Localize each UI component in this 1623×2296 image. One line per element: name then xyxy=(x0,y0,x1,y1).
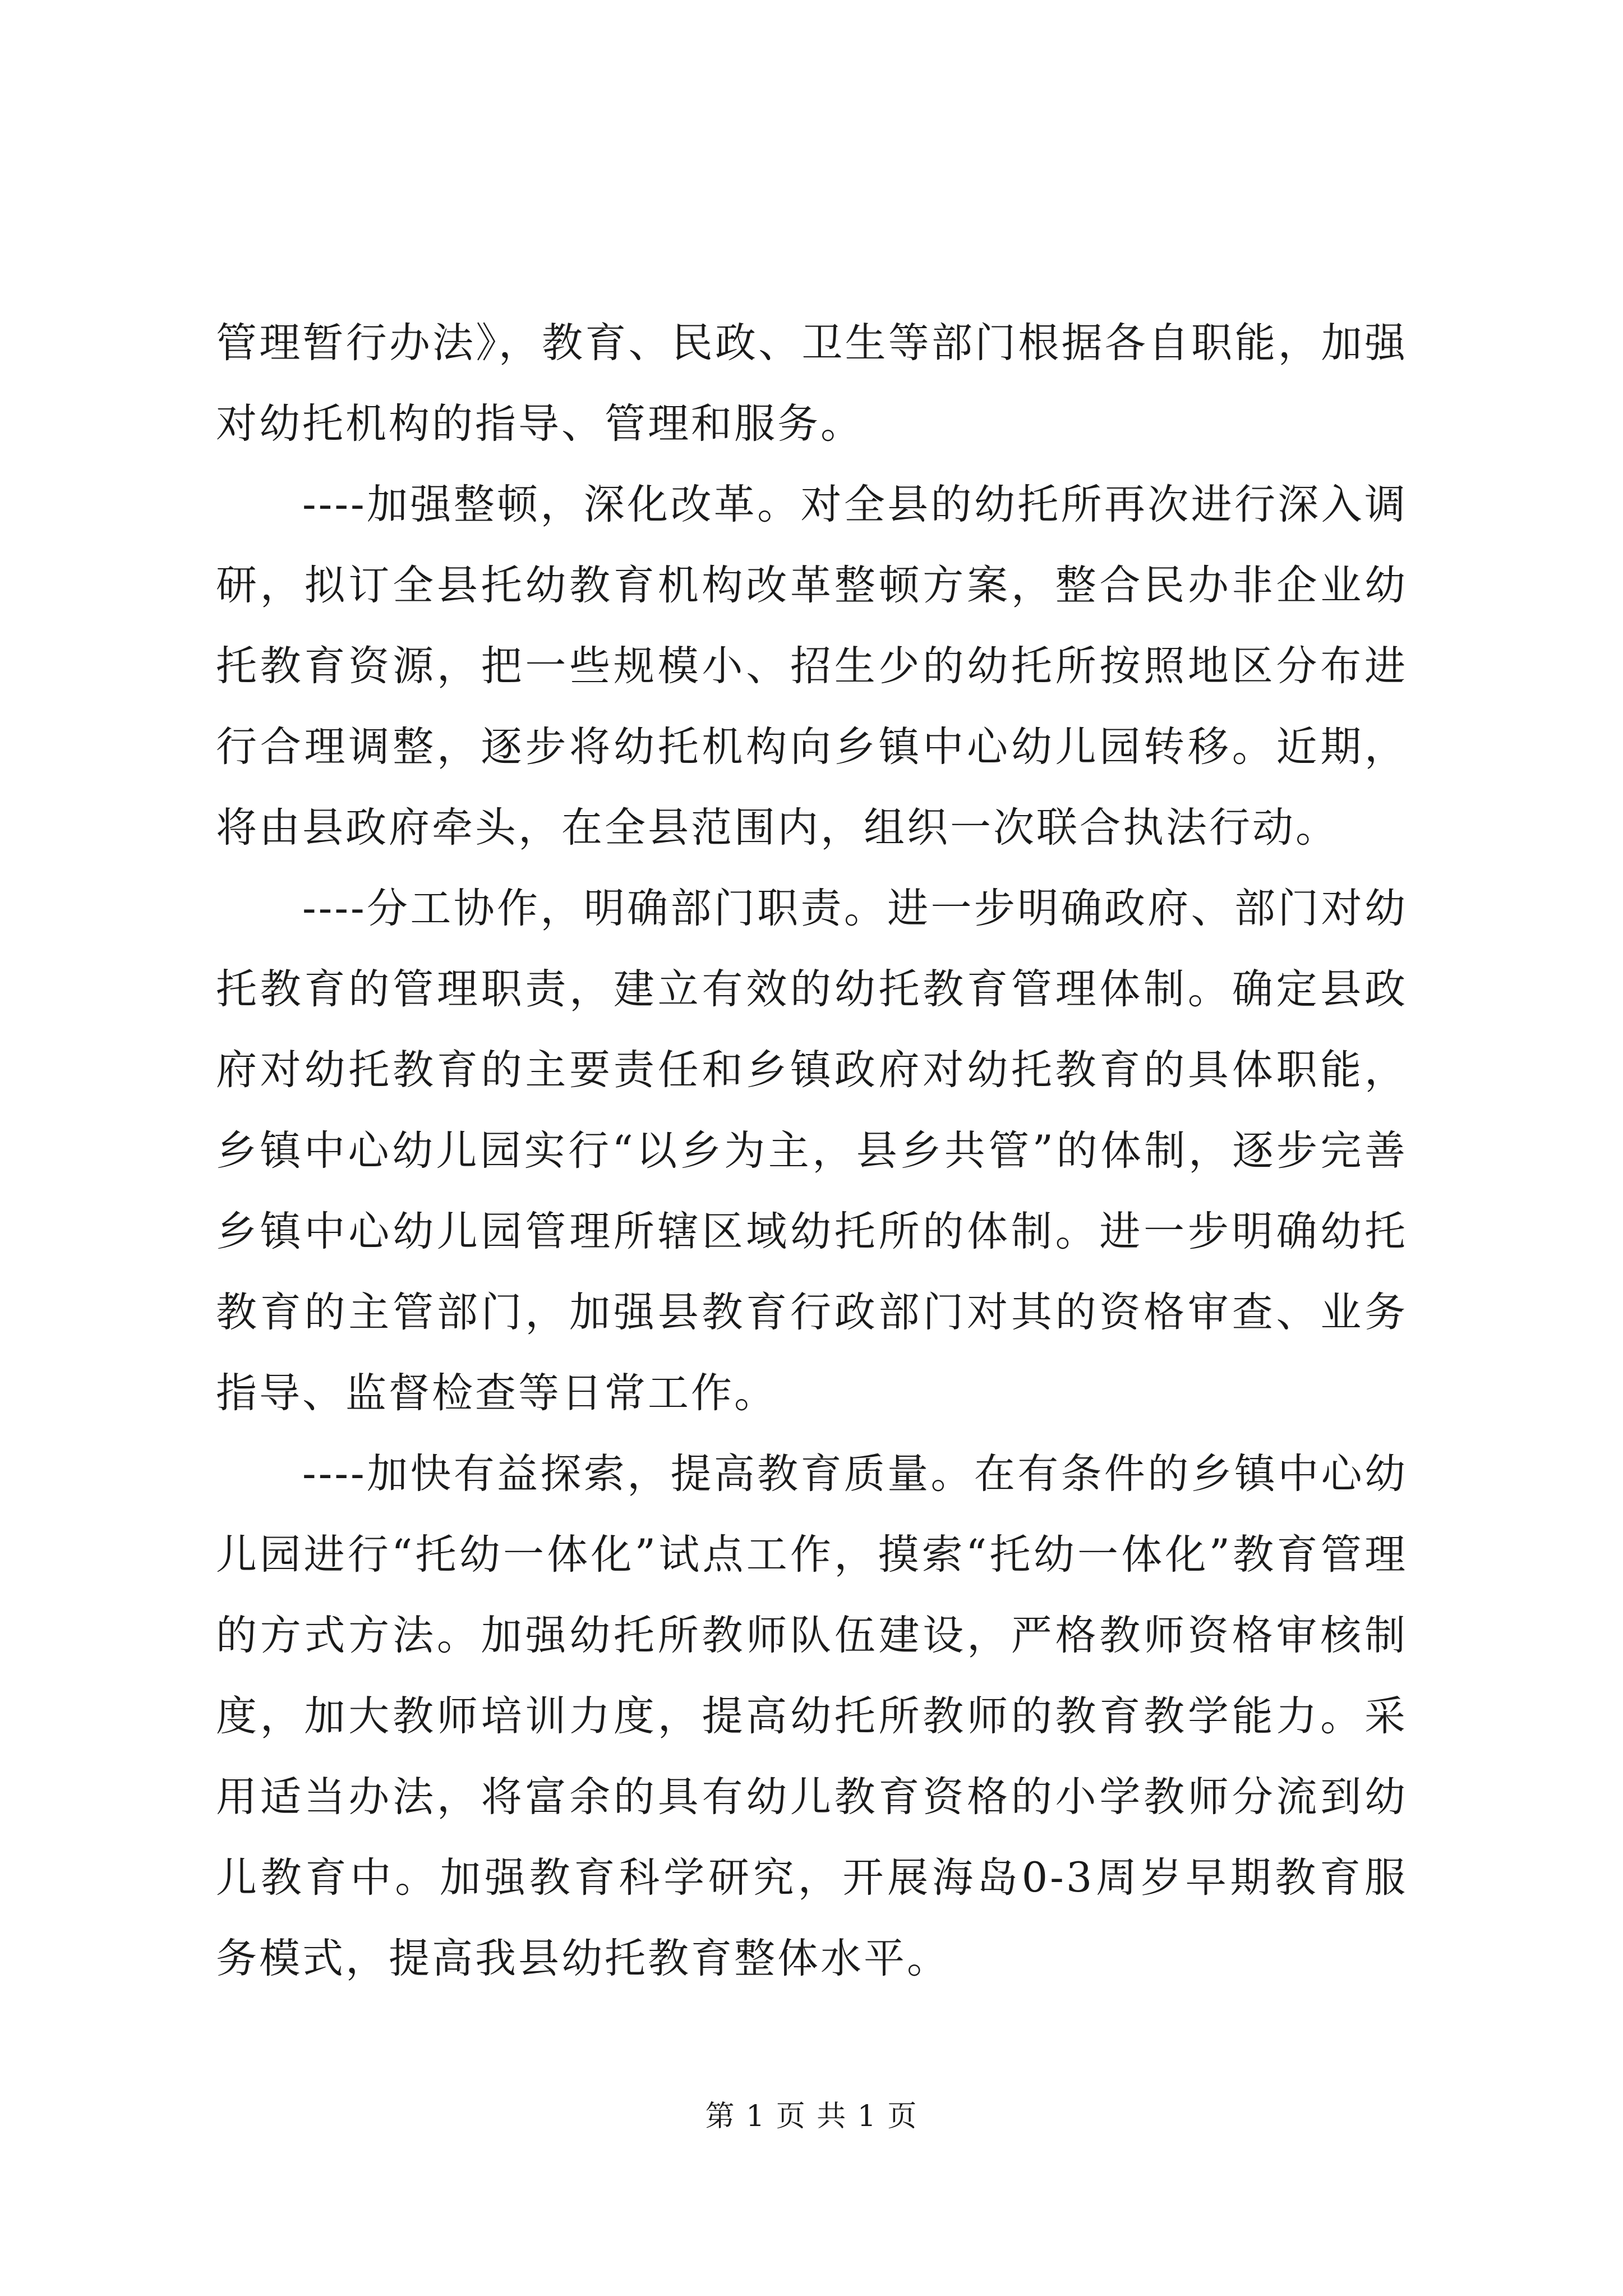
paragraph-quality: ----加快有益探索，提高教育质量。在有条件的乡镇中心幼儿园进行“托幼一体化”试点工作，摸索“托幼一体化”教育管理的方式方法。加强幼托所教师队伍建设，严格教师资格审核制度，加大教师培训力度，提高幼托所教师的教育教学能力。采用适当办法，将富余的具有幼儿教育资格的小学教师分流到幼儿教育中。加强教育科学研究，开展海岛0-3周岁早期教育服务模式，提高我县幼托教育整体水平。 xyxy=(216,1450,1408,1982)
paragraph-responsibilities: ----分工协作，明确部门职责。进一步明确政府、部门对幼托教育的管理职责，建立有效的幼托教育管理体制。确定县政府对幼托教育的主要责任和乡镇政府对幼托教育的具体职能，乡镇中心幼儿园实行“以乡为主，县乡共管”的体制，逐步完善乡镇中心幼儿园管理所辖区域幼托所的体制。进一步明确幼托教育的主管部门，加强县教育行政部门对其的资格审查、业务指导、监督检查等日常工作。 xyxy=(216,885,1408,1417)
page-footer: 第 1 页 共 1 页 xyxy=(705,2100,918,2133)
document-body xyxy=(216,303,1408,1999)
paragraph-reform: ----加强整顿，深化改革。对全县的幼托所再次进行深入调研，拟订全县托幼教育机构改革整顿方案，整合民办非企业幼托教育资源，把一些规模小、招生少的幼托所按照地区分布进行合理调整，逐步将幼托机构向乡镇中心幼儿园转移。近期，将由县政府牵头，在全县范围内，组织一次联合执法行动。 xyxy=(216,481,1408,852)
paragraph-continuation: 管理暂行办法》，教育、民政、卫生等部门根据各自职能，加强对幼托机构的指导、管理和服务。 xyxy=(216,319,1408,448)
